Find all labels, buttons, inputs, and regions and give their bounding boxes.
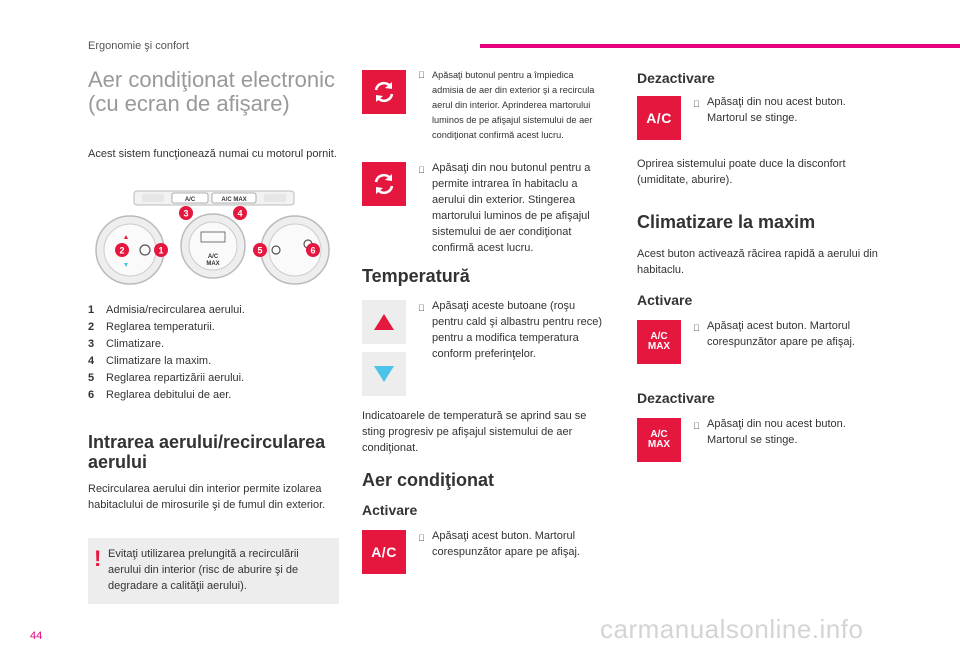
ac-activate-button-icon [362,530,406,574]
legend-item: 2 Reglarea temperaturii. [88,321,215,333]
dial-max-label: MAX [206,261,220,267]
header-accent-bar [480,44,960,48]
marker-6-label: 6 [310,245,316,256]
page-title-line1: Aer condiţionat electronic [88,67,336,92]
max-icon-label-ac: A/C [650,429,668,440]
marker-2-label: 2 [119,245,125,256]
temperature-instruction: Apăsaţi aceste butoane (roşu pentru cald şi albastru pentru rece) pentru a modifica temperatura conform preferinţelor. [432,300,602,360]
marker-3-label: 3 [183,208,189,219]
marker-5-label: 5 [257,245,263,256]
marker-4-label: 4 [237,208,243,219]
ac-deactivate-instruction: Apăsaţi din nou acest buton. Martorul se stinge. [707,96,846,124]
ac-off-note: Oprirea sistemului poate duce la disconfort (umiditate, aburire). [637,158,846,186]
recirc-on-instruction: Apăsaţi butonul pentru a împiedica admisia de aer din exterior şi a recircula aerul din interior. Aprinderea martorului luminos de pe afişajul sistemului de aer condiţionat confirmă acest lucru. [432,70,595,140]
triangle-up-icon [373,313,395,331]
legend-item: 1 Admisia/recircularea aerului. [88,304,245,316]
max-deactivate-button-icon [637,418,681,462]
recirc-section-title: Intrarea aerului/recircularea aerului [88,432,326,472]
panel-acmax-label: A/C MAX [221,197,247,203]
recirc-arrows-icon [371,171,397,197]
legend-item: 6 Reglarea debitului de aer. [88,389,232,401]
max-icon-label-max: MAX [647,439,671,450]
ac-activate-instruction: Apăsaţi acest buton. Martorul corespunzător apare pe afişaj. [432,530,580,558]
recirc-off-button-icon [362,162,406,206]
ac-deactivate-button-icon [637,96,681,140]
panel-defrost-rear [264,194,286,202]
recirc-section-text: Recircularea aerului din interior permite izolarea habitaclului de mirosurile şi de fumul din exterior. [88,483,326,511]
left-dial-inner [104,224,156,276]
temp-up-button-icon [362,300,406,344]
recirc-arrows-icon [371,79,397,105]
temperature-indicator-note: Indicatoarele de temperatură se aprind sau se sting progresiv pe afişajul sistemului de aer condiţionat. [362,410,587,454]
intro-text: Acest sistem funcţionează numai cu motorul pornit. [88,148,337,160]
warning-box [88,538,339,604]
max-icon-label-ac: A/C [650,331,668,342]
ac-title: Aer condiţionat [362,470,495,490]
max-activate-button-icon [637,320,681,364]
max-activate-instruction: Apăsaţi acest buton. Martorul corespunzător apare pe afişaj. [707,320,855,348]
control-panel-illustration [88,188,338,288]
panel-defrost-front [142,194,164,202]
legend-item: 3 Climatizare. [88,338,165,350]
warning-text: Evitaţi utilizarea prelungită a recirculării aerului din interior (risc de aburire şi de degradare a calităţii aerului). [108,548,299,592]
recirc-off-instruction: Apăsaţi din nou butonul pentru a permite intrarea în habitaclu a aerului din exterior. Stingerea martorului luminos de pe afişajul sistemului de aer condiţionat confirmă acest lucru. [432,162,591,254]
page-number: 44 [30,630,43,642]
legend-item: 4 Climatizare la maxim. [88,355,212,367]
warning-icon: ! [94,546,102,571]
legend-item: 5 Reglarea repartizării aerului. [88,372,245,384]
max-text: Acest buton activează răcirea rapidă a aerului din habitaclu. [637,248,878,276]
dial-ac-label: A/C [207,254,219,260]
page-title-line2: (cu ecran de afişare) [88,91,290,116]
max-deactivate-title: Dezactivare [637,390,715,406]
max-deactivate-instruction: Apăsaţi din nou acest buton. Martorul se stinge. [707,418,846,446]
triangle-down-icon [373,365,395,383]
max-title: Climatizare la maxim [637,212,816,232]
max-icon-label-max: MAX [647,341,671,352]
ac-icon-label: A/C [646,110,672,126]
page-title [88,68,348,116]
temperature-title: Temperatură [362,266,470,286]
section-header: Ergonomie şi confort [88,40,189,52]
recirc-on-button-icon [362,70,406,114]
watermark: carmanualsonline.info [600,614,864,644]
ac-icon-label: A/C [371,544,397,560]
ac-activate-title: Activare [362,502,418,518]
max-activate-title: Activare [637,292,693,308]
panel-ac-label: A/C [184,197,196,203]
marker-1-label: 1 [158,245,164,256]
temp-down-button-icon [362,352,406,396]
ac-deactivate-title: Dezactivare [637,70,715,86]
panel-legend [88,302,328,404]
